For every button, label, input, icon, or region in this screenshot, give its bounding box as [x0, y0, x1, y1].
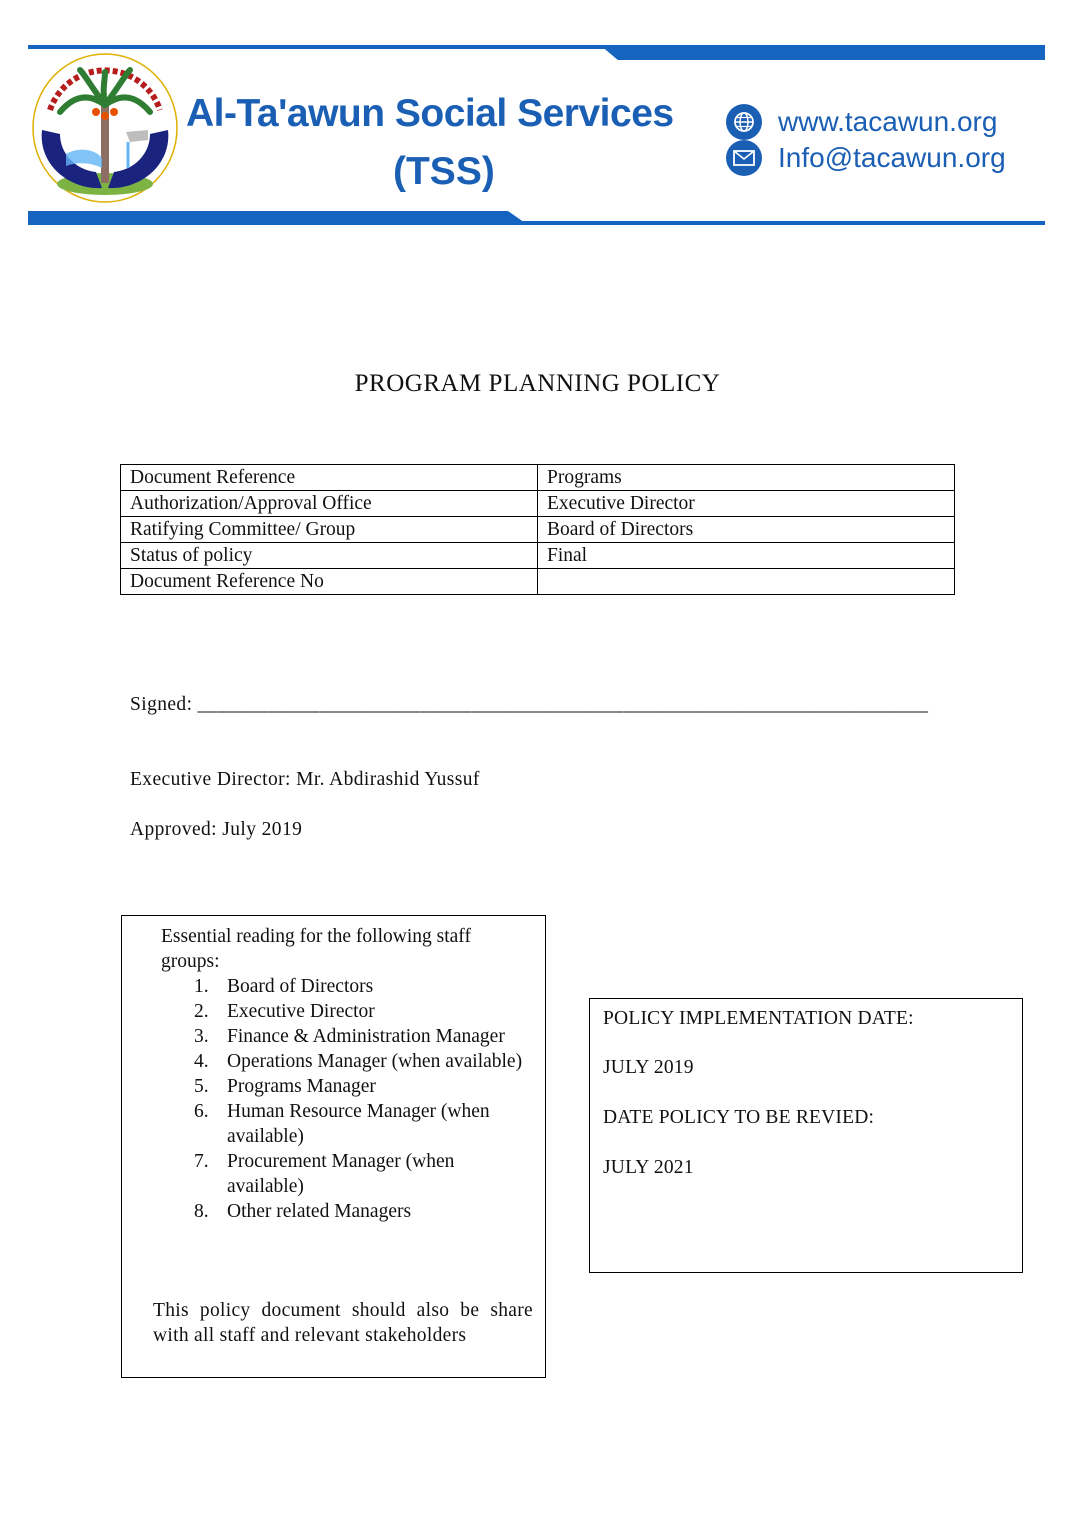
table-value-cell: Final [538, 543, 955, 569]
table-row [121, 491, 955, 517]
table-value-cell [538, 569, 955, 595]
header-bottom-band-accent [28, 211, 528, 225]
list-item: 4. Operations Manager (when available) [194, 1051, 523, 1072]
review-date-value: JULY 2021 [603, 1157, 694, 1178]
table-value-cell: Programs [538, 465, 955, 491]
table-label-cell: Document Reference No [121, 569, 538, 595]
table-row [121, 543, 955, 569]
table-row [121, 465, 955, 491]
list-item: 5. Programs Manager [194, 1076, 376, 1097]
list-item: 2. Executive Director [194, 1001, 375, 1022]
website-link[interactable]: www.tacawun.org [778, 106, 998, 137]
list-item: 3. Finance & Administration Manager [194, 1026, 505, 1047]
organization-name: Al-Ta'awun Social Services [186, 92, 674, 135]
list-item: 7. Procurement Manager (when available) [194, 1151, 455, 1197]
header-top-band-accent [600, 45, 1045, 60]
list-item: 8. Other related Managers [194, 1201, 412, 1222]
organization-logo [30, 50, 180, 205]
list-item: 1. Board of Directors [194, 976, 374, 997]
table-label-cell: Document Reference [121, 465, 538, 491]
table-label-cell: Status of policy [121, 543, 538, 569]
review-date-label: DATE POLICY TO BE REVIED: [603, 1107, 875, 1128]
approved-line: Approved: July 2019 [130, 819, 303, 840]
essential-reading-box [121, 915, 546, 1378]
signature-line: Signed: ________________________________________________________________________ [130, 694, 929, 715]
envelope-icon [726, 140, 762, 176]
table-label-cell: Authorization/Approval Office [121, 491, 538, 517]
table-label-cell: Ratifying Committee/ Group [121, 517, 538, 543]
staff-group-list [194, 974, 529, 1224]
organization-abbreviation: (TSS) [393, 150, 495, 193]
document-metadata-table [120, 464, 955, 595]
executive-director-line: Executive Director: Mr. Abdirashid Yussuf [130, 769, 480, 790]
list-item: 6. Human Resource Manager (when available) [194, 1101, 490, 1147]
reading-intro: Essential reading for the following staff groups: [161, 926, 471, 972]
table-value-cell: Executive Director [538, 491, 955, 517]
email-link[interactable]: Info@tacawun.org [778, 142, 1006, 173]
distribution-note: This policy document should also be share with all staff and relevant stakeholders [153, 1300, 533, 1346]
implementation-date-label: POLICY IMPLEMENTATION DATE: [603, 1008, 914, 1029]
website-row [726, 104, 997, 140]
table-row [121, 517, 955, 543]
implementation-date-value: JULY 2019 [603, 1057, 694, 1078]
email-row [726, 140, 1006, 176]
globe-icon [726, 104, 762, 140]
document-title: PROGRAM PLANNING POLICY [354, 370, 721, 397]
table-value-cell: Board of Directors [538, 517, 955, 543]
table-row [121, 569, 955, 595]
implementation-date-box [589, 998, 1023, 1273]
